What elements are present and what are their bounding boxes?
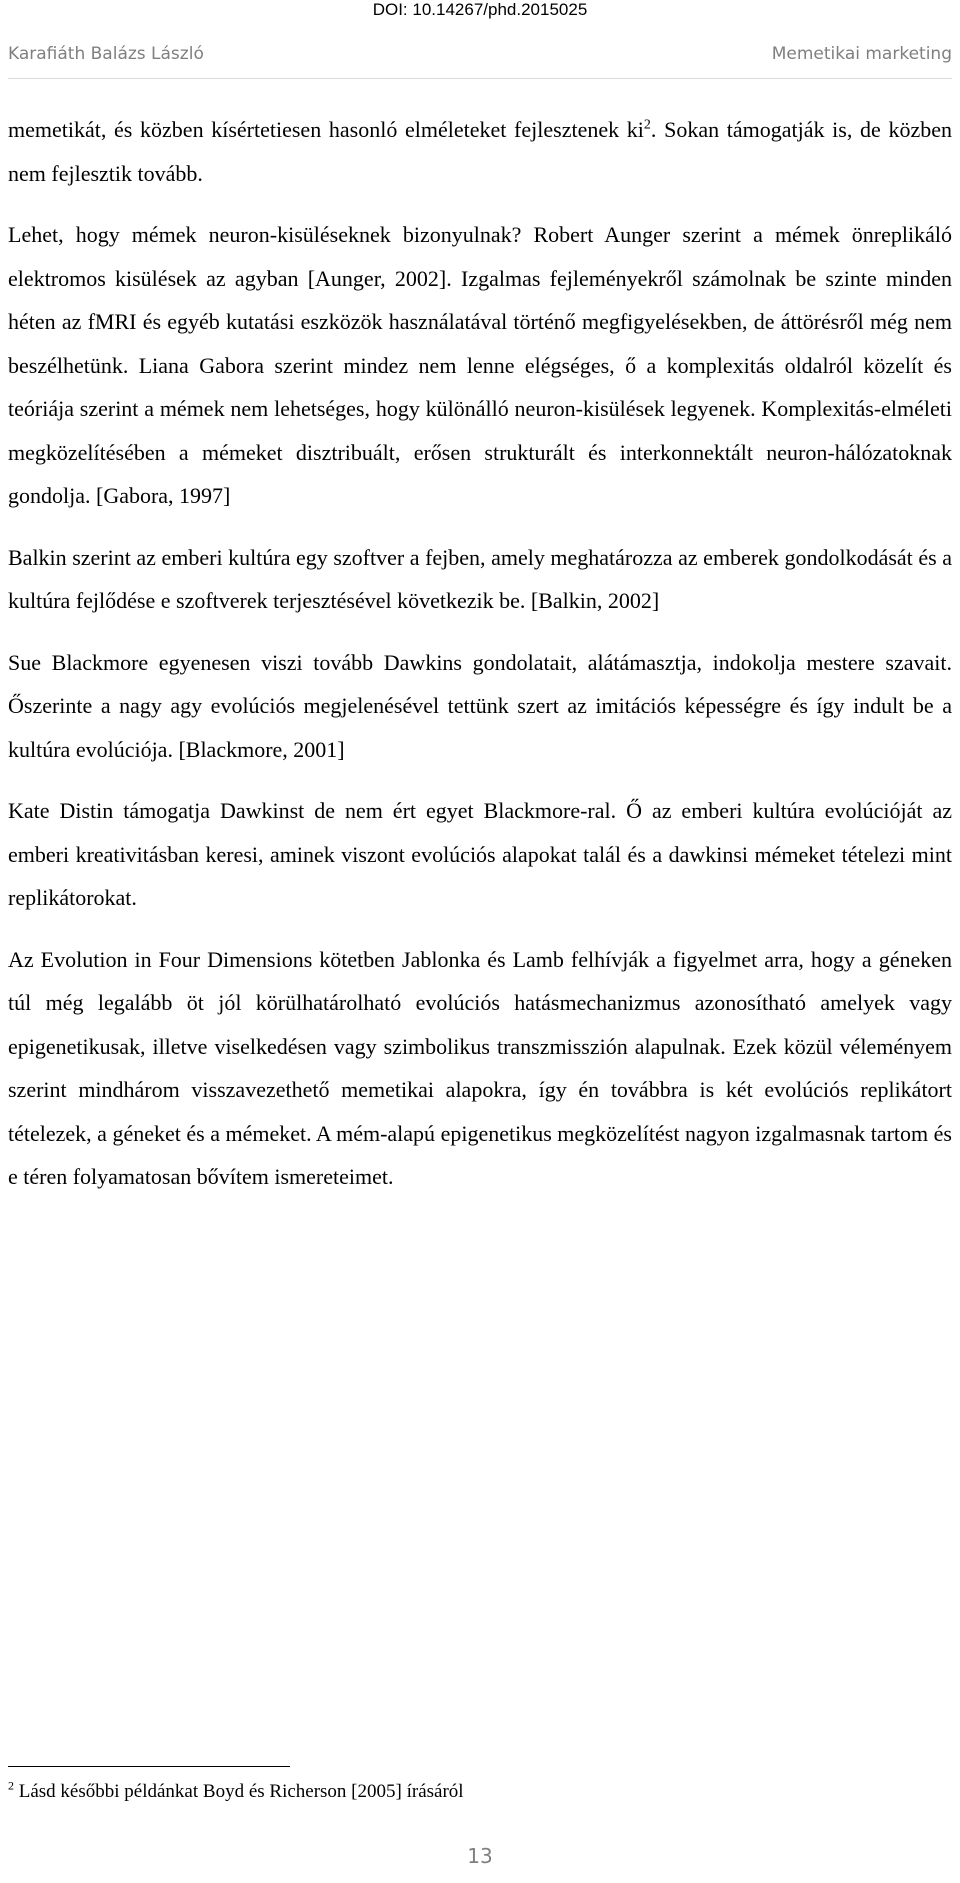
paragraph-1-text: memetikát, és közben kísértetiesen hasonló elméleteket fejlesztenek ki xyxy=(8,117,644,142)
page-number: 13 xyxy=(467,1844,493,1868)
header-title: Memetikai marketing xyxy=(771,44,952,64)
paragraph-2: Lehet, hogy mémek neuron-kisüléseknek bizonyulnak? Robert Aunger szerint a mémek önreplikáló elektromos kisülések az agyban [Aunger, 2002]. Izgalmas fejleményekről számolnak be szinte minden héten az fMRI és egyéb kutatási eszközök használatával történő megfigyelésekben, de áttörésről még nem beszélhetünk. Liana Gabora szerint mindez nem lenne elégséges, ő a komplexitás oldalról közelít és teóriája szerint a mémek nem lehetséges, hogy különálló neuron-kisülések legyenek. Komplexitás-elméleti megközelítésében a mémeket disztribuált, erősen strukturált és interkonnektált neuron-hálózatoknak gondolja. [Gabora, 1997] xyxy=(8,222,952,508)
paragraph-4: Sue Blackmore egyenesen viszi tovább Dawkins gondolatait, alátámasztja, indokolja mestere szavait. Őszerinte a nagy agy evolúciós megjelenésével tettünk szert az imitációs képességre és így indult be a kultúra evolúciója. [Blackmore, 2001] xyxy=(8,649,952,762)
header-divider xyxy=(8,78,952,79)
paragraph-5: Kate Distin támogatja Dawkinst de nem ért egyet Blackmore-ral. Ő az emberi kultúra evolúcióját az emberi kreativitásban keresi, aminek viszont evolúciós alapokat talál és a dawkinsi mémeket tételezi mint replikátorokat. xyxy=(8,798,952,910)
footnote xyxy=(8,1780,952,1804)
doi-line: DOI: 10.14267/phd.2015025 xyxy=(372,0,588,19)
footnote-text: Lásd későbbi példánkat Boyd és Richerson [2005] írásáról xyxy=(14,1781,464,1802)
footnote-marker: 2 xyxy=(8,1778,14,1793)
paragraph-6: Az Evolution in Four Dimensions kötetben Jablonka és Lamb felhívják a figyelmet arra, hogy a géneken túl még legalább öt jól körülhatárolható evolúciós hatásmechanizmus azonosítható amelyek vagy epigenetikusak, illetve viselkedésen vagy szimbolikus transzmisszión alapulnak. Ezek közül véleményem szerint mindhárom visszavezethető memetikai alapokra, így én továbbra is két evolúciós replikátort tételezek, a géneket és a mémeket. A mém-alapú epigenetikus megközelítést nagyon izgalmasnak tartom és e téren folyamatosan bővítem ismereteimet. xyxy=(8,946,952,1189)
footnote-reference[interactable]: 2 xyxy=(643,117,651,133)
body-text xyxy=(8,108,952,1217)
running-header xyxy=(8,38,952,70)
header-author: Karafiáth Balázs László xyxy=(8,44,204,64)
footnote-divider xyxy=(8,1766,290,1767)
paragraph-3: Balkin szerint az emberi kultúra egy szoftver a fejben, amely meghatározza az emberek gondolkodását és a kultúra fejlődése e szoftverek terjesztésével következik be. [Balkin, 2002] xyxy=(8,544,952,613)
paragraph-1-tail: . Sokan támogatják is, de közben nem fejlesztik tovább. xyxy=(8,117,953,186)
paragraph-1 xyxy=(8,108,952,195)
